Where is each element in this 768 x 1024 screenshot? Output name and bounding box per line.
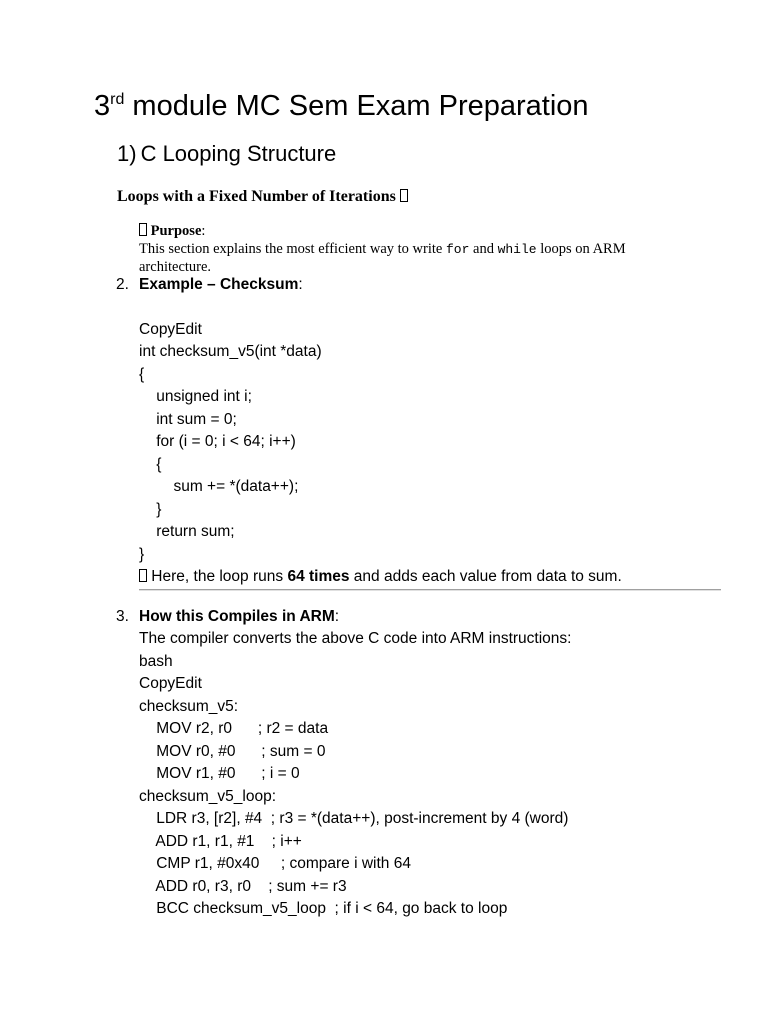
arm-line: checksum_v5_loop: <box>139 788 276 805</box>
title-text: module MC Sem Exam Preparation <box>124 90 589 122</box>
purpose-line-2: architecture. <box>139 259 212 275</box>
missing-glyph-icon <box>400 189 408 202</box>
list-item-colon: : <box>334 608 340 625</box>
list-number: 3. <box>116 608 129 625</box>
list-item-heading <box>139 606 339 628</box>
section-heading <box>117 139 336 169</box>
purpose-colon: : <box>201 223 206 239</box>
inline-code-while: while <box>497 242 537 257</box>
subheading <box>117 186 408 208</box>
section-title: C Looping Structure <box>140 141 337 166</box>
purpose-text: This section explains the most efficient way to write <box>139 241 446 257</box>
note-line <box>139 566 622 588</box>
code-line: sum += *(data++); <box>139 478 299 495</box>
note-emphasis: 64 times <box>287 568 350 585</box>
arm-line: MOV r1, #0 ; i = 0 <box>139 765 300 782</box>
arm-line: ADD r1, r1, #1 ; i++ <box>139 833 302 850</box>
arm-line: MOV r0, #0 ; sum = 0 <box>139 743 326 760</box>
purpose-label-line <box>139 222 205 240</box>
code-line: return sum; <box>139 523 235 540</box>
arm-line: ADD r0, r3, r0 ; sum += r3 <box>139 878 347 895</box>
arm-line: BCC checksum_v5_loop ; if i < 64, go back to loop <box>139 900 508 917</box>
title-superscript: rd <box>110 91 125 108</box>
note-text: and adds each value from data to sum. <box>349 568 622 585</box>
purpose-line-1 <box>139 240 626 259</box>
purpose-text: and <box>469 241 498 257</box>
arm-line: checksum_v5: <box>139 698 239 715</box>
section-number: 1) <box>117 141 137 166</box>
missing-glyph-icon <box>139 569 147 582</box>
list-item-colon: : <box>298 276 303 293</box>
list-item-heading <box>139 274 303 296</box>
arm-line: LDR r3, [r2], #4 ; r3 = *(data++), post-increment by 4 (word) <box>139 810 569 827</box>
code-line: { <box>139 456 162 473</box>
code-line: { <box>139 366 145 383</box>
note-text: Here, the loop runs <box>147 568 288 585</box>
code-line: int checksum_v5(int *data) <box>139 343 322 360</box>
list-item-label: Example – Checksum <box>139 276 299 293</box>
list-number: 2. <box>116 276 129 293</box>
code-line: for (i = 0; i < 64; i++) <box>139 433 296 450</box>
code-line: } <box>139 501 162 518</box>
page-title <box>94 86 589 131</box>
purpose-label: Purpose <box>150 223 202 239</box>
arm-line: CMP r1, #0x40 ; compare i with 64 <box>139 855 411 872</box>
subheading-text: Loops with a Fixed Number of Iterations <box>117 188 396 205</box>
arm-line: CopyEdit <box>139 675 202 692</box>
code-line: unsigned int i; <box>139 388 252 405</box>
code-line: int sum = 0; <box>139 411 237 428</box>
arm-line: MOV r2, r0 ; r2 = data <box>139 720 329 737</box>
inline-code-for: for <box>445 242 470 257</box>
missing-glyph-icon <box>139 223 147 236</box>
list-item-label: How this Compiles in ARM <box>139 608 335 625</box>
title-number: 3 <box>94 90 111 122</box>
purpose-text: loops on ARM <box>536 241 626 257</box>
arm-line: The compiler converts the above C code into ARM instructions: <box>139 630 572 647</box>
code-line: } <box>139 546 145 563</box>
horizontal-rule <box>139 589 721 591</box>
arm-line: bash <box>139 653 173 670</box>
code-line: CopyEdit <box>139 321 202 338</box>
